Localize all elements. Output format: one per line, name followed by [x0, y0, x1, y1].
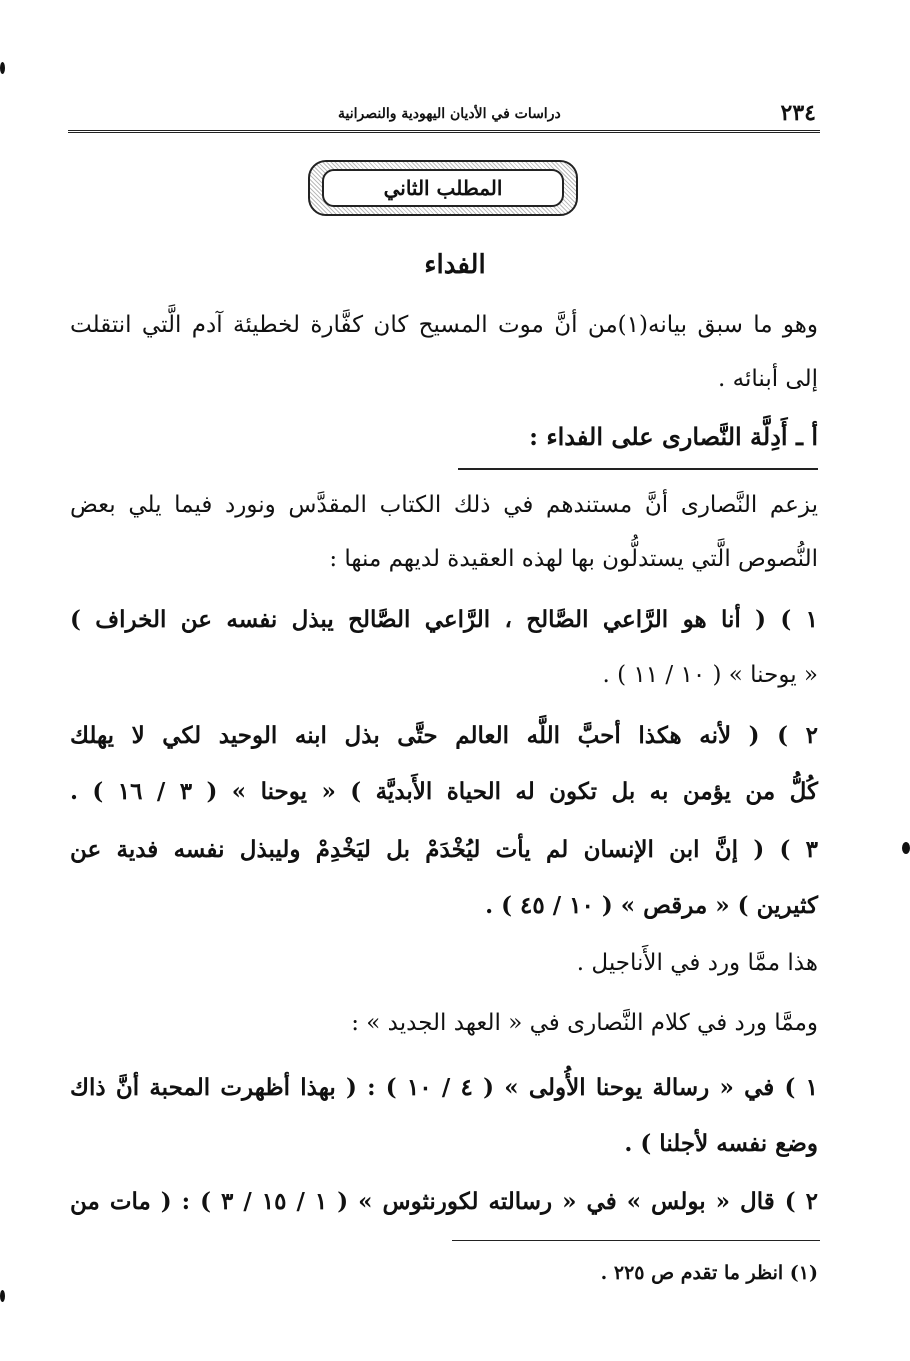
subheading: أ ـ أَدِلَّة النَّصارى على الفداء : [529, 422, 818, 451]
subheading-underline [458, 468, 818, 470]
para1-line-1: يزعم النَّصارى أنَّ مستندهم في ذلك الكتاب المقدَّس ونورد فيما يلي بعض [70, 492, 818, 518]
scan-mark-middle [902, 842, 910, 854]
para1-line-2: النُّصوص الَّتي يستدلُّون بها لهذه العقيدة لديهم منها : [329, 546, 818, 572]
running-title: دراسات في الأديان اليهودية والنصرانية [338, 106, 561, 122]
section-label: المطلب الثاني [322, 169, 564, 207]
intro-line-1: وهو ما سبق بيانه(١)من أنَّ موت المسيح كان كفَّارة لخطيئة آدم الَّتي انتقلت [70, 312, 819, 338]
scan-mark-bottom [0, 1290, 5, 1302]
epistle-item-1-line-2: وضع نفسه لأجلنا ) . [624, 1130, 818, 1157]
gospel-item-2-line-2: كُلُّ من يؤمن به بل تكون له الحياة الأَبديَّة ) « يوحنا » ( ٣ / ١٦ ) . [70, 778, 818, 805]
section-label-frame [308, 160, 578, 216]
gospel-item-3-line-1: ٣ ) ( إنَّ ابن الإنسان لم يأت ليُخْدَمْ بل ليَخْدِمْ وليبذل نفسه فدية عن [70, 836, 818, 863]
new-testament-intro: وممَّا ورد في كلام النَّصارى في « العهد الجديد » : [351, 1010, 818, 1036]
page-number: ٢٣٤ [780, 100, 816, 126]
gospel-item-1-line-2: « يوحنا » ( ١٠ / ١١ ) . [602, 662, 818, 688]
gospel-item-2-line-1: ٢ ) ( لأنه هكذا أحبَّ اللَّه العالم حتَّى بذل ابنه الوحيد لكي لا يهلك [70, 722, 818, 749]
epistle-item-1-line-1: ١ ) في « رسالة يوحنا الأُولى » ( ٤ / ١٠ ) : ( بهذا أظهرت المحبة أنَّ ذاك [70, 1074, 818, 1101]
epistle-item-2-line-1: ٢ ) قال « بولس » في « رسالته لكورنثوس » ( ١ / ١٥ / ٣ ) : ( مات من [70, 1188, 818, 1215]
gospel-item-3-line-2: كثيرين ) « مرقص » ( ١٠ / ٤٥ ) . [485, 892, 818, 919]
gospel-item-1-line-1: ١ ) ( أنا هو الرَّاعي الصَّالح ، الرَّاعي الصَّالح يبذل نفسه عن الخراف ) [70, 606, 818, 633]
scan-mark-top [0, 62, 5, 74]
footnote: (١) انظر ما تقدم ص ٢٢٥ . [600, 1262, 818, 1284]
gospels-note: هذا ممَّا ورد في الأَناجيل . [576, 950, 818, 976]
page-header [68, 98, 820, 133]
intro-line-2: إلى أبنائه . [718, 366, 818, 392]
footnote-rule [452, 1240, 820, 1241]
chapter-title: الفداء [424, 250, 486, 280]
